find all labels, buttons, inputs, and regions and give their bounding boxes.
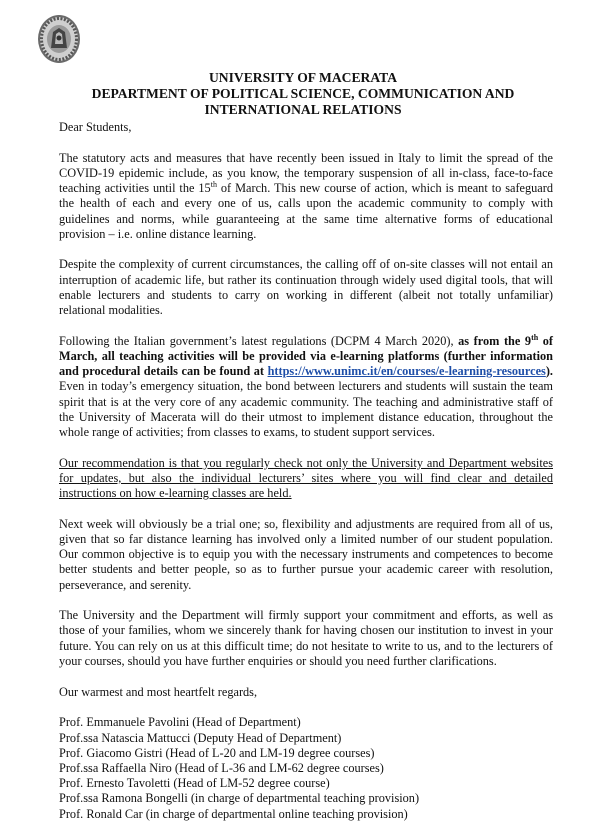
signatory: Prof. Emmanuele Pavolini (Head of Department) (59, 715, 301, 730)
paragraph-e-learning: Following the Italian government’s latest regulations (DCPM 4 March 2020), as from the 9th of March, all teaching activities will be provided via e-learning platforms (further information and procedural details can be found at https://www.unimc.it/en/courses/e-learning-resources). Even in today’s emergency situation, the bond between lecturers and students will sustain the team spirit that is at the very core of any academic community. The teaching and administrative staff of the University of Macerata will do their utmost to implement distance education, throughout the whole range of activities; from classes to exams, to student support services. (59, 332, 553, 439)
department-name-line2: INTERNATIONAL RELATIONS (204, 102, 402, 117)
paragraph-support: The University and the Department will firmly support your commitment and efforts, as well as those of your families, whom we sincerely thank for having chosen our institution to invest in your future. You can rely on us at this difficult time; do not hesitate to write to us, and to the lecturers of your courses, should you have further enquiries or should you need further clarifications. (59, 608, 553, 668)
paragraph-suspension: The statutory acts and measures that have recently been issued in Italy to limit the spread of the COVID-19 epidemic include, as you know, the temporary suspension of all in-class, face-to-face teaching activities until the 15th of March. This new course of action, which is meant to safeguard the health of each and every one of us, calls upon the academic community to comply with guidelines and norms, while guaranteeing at the same time alternative forms of educational provision – i.e. online distance learning. (59, 150, 553, 241)
paragraph-trial-week: Next week will obviously be a trial one; so, flexibility and adjustments are required from all of us, given that so far distance learning has involved only a limited number of our student population. Our common objective is to equip you with the necessary instruments and competences to become better students and better people, so as to further pursue your academic career with resolution, perseverance, and serenity. (59, 516, 553, 592)
letterhead (0, 70, 606, 118)
signatory: Prof. Ronald Car (in charge of departmental online teaching provision) (59, 806, 408, 821)
university-seal-icon (37, 14, 81, 64)
paragraph-continuity: Despite the complexity of current circumstances, the calling off of on-site classes will not entail an interruption of academic life, but rather its continuation through widely used digital tools, that will enable lecturers and students to carry on working in different (albeit not totally unfamiliar) relational modalities. (59, 257, 553, 318)
department-name-line1: DEPARTMENT OF POLITICAL SCIENCE, COMMUNICATION AND (91, 86, 515, 101)
university-name: UNIVERSITY OF MACERATA (208, 70, 398, 85)
e-learning-resources-link[interactable]: https://www.unimc.it/en/courses/e-learning-resources (267, 364, 546, 379)
paragraph-recommendation: Our recommendation is that you regularly check not only the University and Department websites for updates, but also the individual lecturers’ sites where you will find clear and detailed instructions on how e-learning classes are held. (59, 455, 553, 501)
letter-body (59, 120, 553, 822)
signatory: Prof. Ernesto Tavoletti (Head of LM-52 degree course) (59, 776, 330, 791)
signatory: Prof.ssa Ramona Bongelli (in charge of departmental teaching provision) (59, 791, 420, 806)
signatory: Prof.ssa Raffaella Niro (Head of L-36 and LM-62 degree courses) (59, 760, 384, 775)
salutation: Dear Students, (59, 120, 132, 134)
signatory: Prof.ssa Natascia Mattucci (Deputy Head of Department) (59, 730, 342, 745)
signatory: Prof. Giacomo Gistri (Head of L-20 and LM-19 degree courses) (59, 745, 375, 760)
signatories-list (59, 715, 553, 821)
closing: Our warmest and most heartfelt regards, (59, 684, 258, 699)
